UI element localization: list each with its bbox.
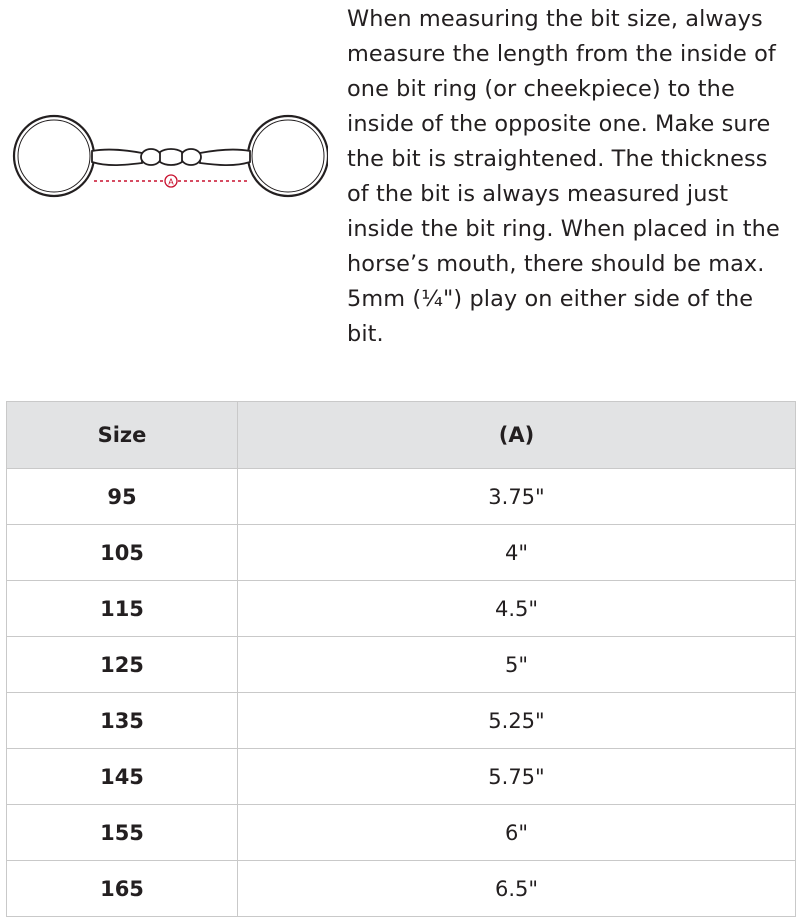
size-cell: 95 (7, 469, 238, 525)
bit-diagram (8, 110, 328, 220)
table-row (7, 525, 796, 581)
size-cell: 105 (7, 525, 238, 581)
size-table-header (7, 402, 796, 469)
measurement-marker-label: A (168, 177, 174, 187)
measure-cell: 3.75" (238, 469, 796, 525)
measure-cell: 5.75" (238, 749, 796, 805)
measure-cell: 4.5" (238, 581, 796, 637)
bit-illustration (8, 110, 328, 220)
size-cell: 125 (7, 637, 238, 693)
measuring-instructions: When measuring the bit size, always measure the length from the inside of one bit ring (or cheekpiece) to the inside of the opposite one. Make sure the bit is straightened. The thickness of the bit is always measured just inside the bit ring. When placed in the horse’s mouth, there should be max. 5mm (¼") play on either side of the bit. (347, 6, 780, 347)
right-link-ring (181, 149, 201, 165)
size-cell: 155 (7, 805, 238, 861)
table-row (7, 749, 796, 805)
left-bit-ring (14, 116, 94, 196)
size-cell: 115 (7, 581, 238, 637)
center-lozenge (160, 149, 182, 165)
header-size: Size (7, 402, 238, 469)
size-table (6, 401, 796, 917)
left-mouthpiece (92, 150, 142, 166)
right-mouthpiece (200, 150, 250, 166)
measure-cell: 5.25" (238, 693, 796, 749)
table-row (7, 693, 796, 749)
size-cell: 165 (7, 861, 238, 917)
table-row (7, 581, 796, 637)
left-bit-ring-inner (18, 120, 90, 192)
size-cell: 145 (7, 749, 238, 805)
measure-cell: 6" (238, 805, 796, 861)
right-bit-ring (248, 116, 328, 196)
header-measure: (A) (238, 402, 796, 469)
header-row (7, 402, 796, 469)
table-row (7, 805, 796, 861)
size-cell: 135 (7, 693, 238, 749)
left-link-ring (141, 149, 161, 165)
table-row (7, 637, 796, 693)
size-table-container (6, 401, 795, 917)
right-bit-ring-inner (252, 120, 324, 192)
measure-cell: 6.5" (238, 861, 796, 917)
size-table-body (7, 469, 796, 917)
measuring-section (0, 0, 800, 400)
table-row (7, 469, 796, 525)
measure-cell: 4" (238, 525, 796, 581)
table-row (7, 861, 796, 917)
measure-cell: 5" (238, 637, 796, 693)
